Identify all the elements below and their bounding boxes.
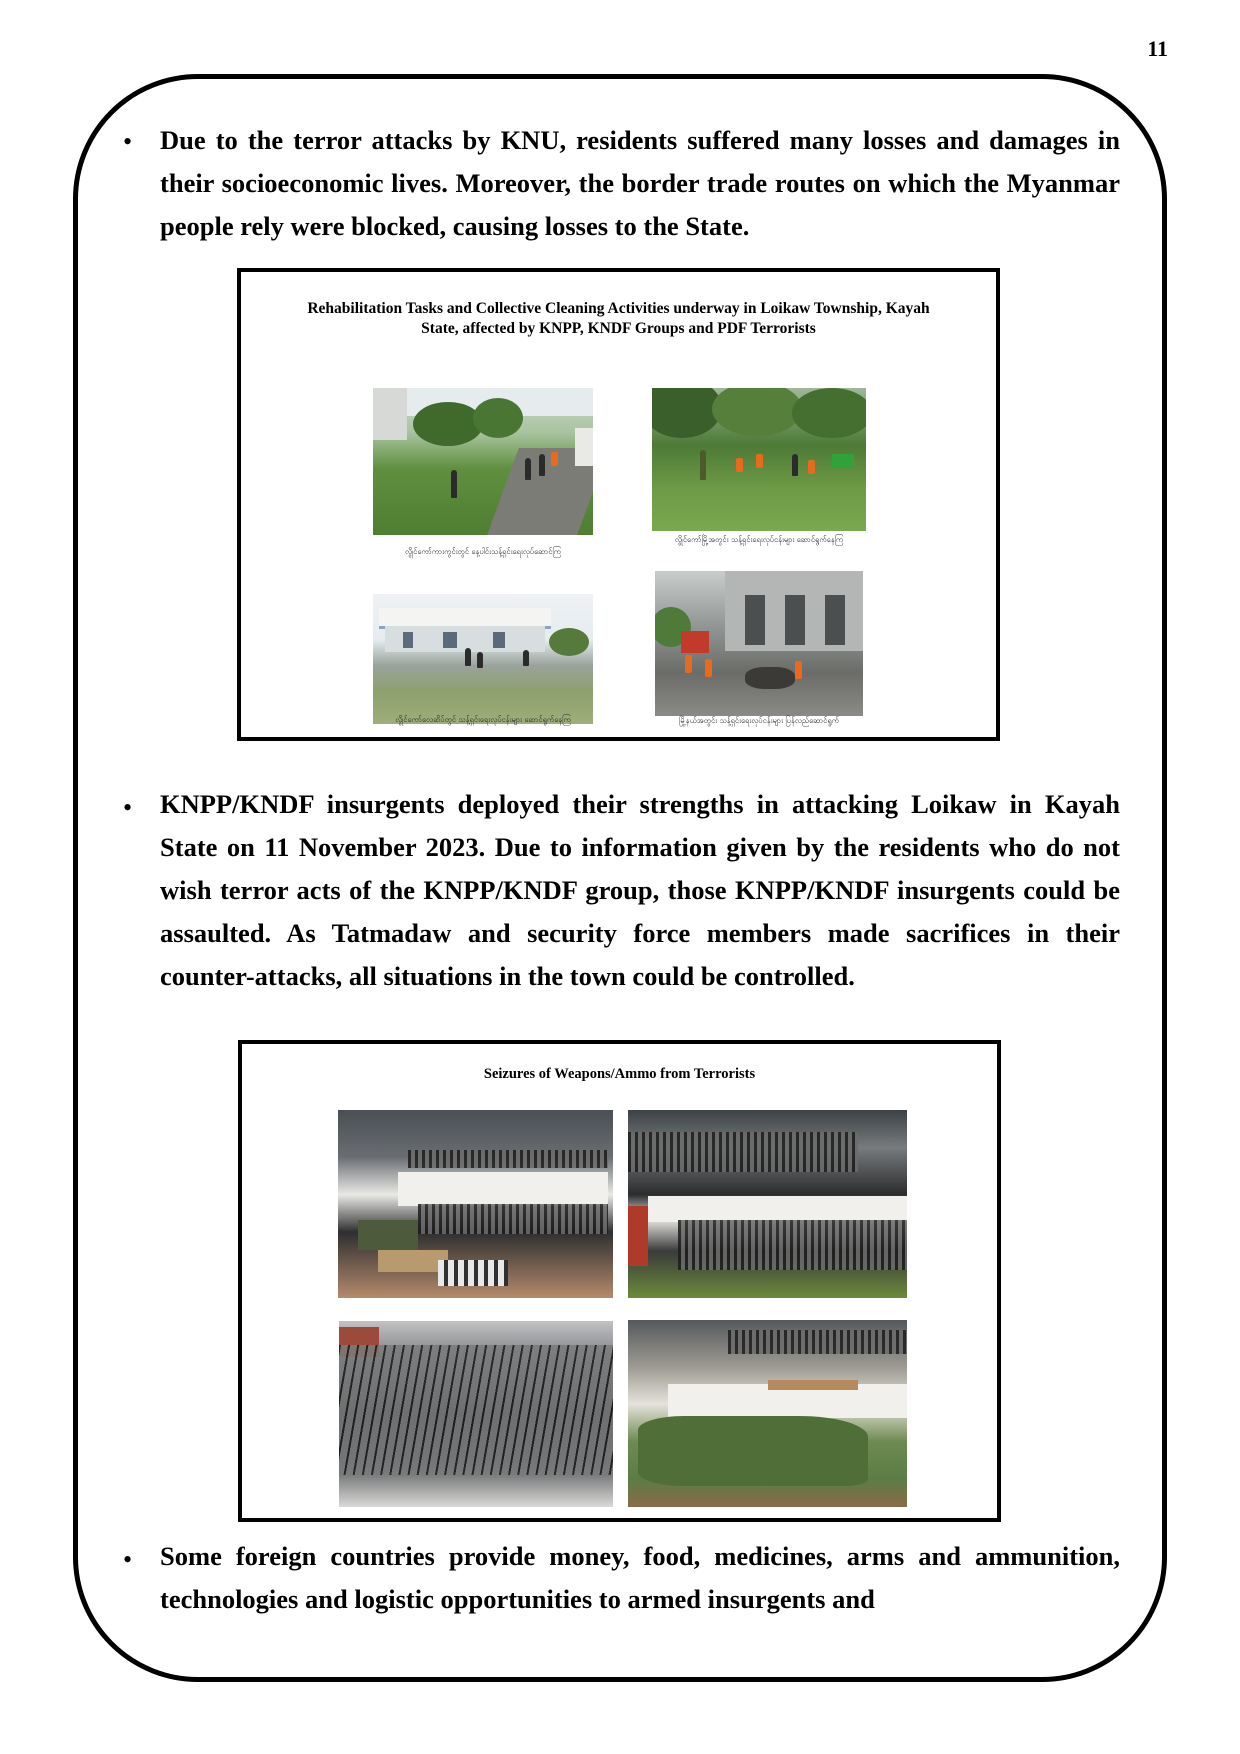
page-number: 11 bbox=[1147, 36, 1168, 61]
photo-cleaning-airport bbox=[373, 594, 593, 724]
figure-rehabilitation-title-line-2: State, affected by KNPP, KNDF Groups and PDF Terrorists bbox=[421, 320, 816, 337]
bullet-2: • bbox=[123, 793, 133, 822]
photo-weapons-vests bbox=[628, 1320, 907, 1507]
photo-weapons-hall-1 bbox=[338, 1110, 613, 1298]
paragraph-1: Due to the terror attacks by KNU, residents suffered many losses and damages in their socioeconomic lives. Moreover, the border trade routes on which the Myanmar people rely were blocked, causing losses to the State. bbox=[160, 125, 1120, 241]
photo-cleaning-street bbox=[655, 571, 863, 716]
photo-caption-2: လွိုင်ကော်မြို့အတွင်း သန့်ရှင်းရေးလုပ်ငန်းများ ဆောင်ရွက်နေကြ bbox=[674, 535, 844, 544]
photo-weapons-rifles bbox=[339, 1321, 613, 1507]
figure-rehabilitation-title-line-1: Rehabilitation Tasks and Collective Cleaning Activities underway in Loikaw Township, Kayah bbox=[307, 300, 930, 317]
paragraph-3: Some foreign countries provide money, food, medicines, arms and ammunition, technologies and logistic opportunities to armed insurgents and bbox=[160, 1541, 1120, 1614]
photo-caption-4: မြို့နယ်အတွင်း သန့်ရှင်းရေးလုပ်ငန်းများ ပြန်လည်ဆောင်ရွက် bbox=[678, 716, 839, 725]
photo-weapons-hall-2 bbox=[628, 1110, 907, 1298]
figure-weapons-seizure bbox=[238, 1040, 1001, 1522]
photo-caption-3: လွိုင်ကော်လေဆိပ်တွင် သန့်ရှင်းရေးလုပ်ငန်းများ ဆောင်ရွက်နေကြ bbox=[395, 715, 571, 724]
photo-cleaning-park bbox=[652, 388, 866, 531]
figure-weapons-seizure-title: Seizures of Weapons/Ammo from Terrorists bbox=[483, 1066, 756, 1082]
figure-rehabilitation bbox=[237, 268, 1000, 741]
bullet-3: • bbox=[123, 1545, 133, 1574]
photo-caption-1: လွိုင်ကော်ကားကွင်းတွင် နေ့ပါင်းသန့်ရှင်းရေးလုပ်ဆောင်ကြ bbox=[405, 547, 561, 556]
bullet-1: • bbox=[123, 127, 133, 156]
paragraph-2: KNPP/KNDF insurgents deployed their strengths in attacking Loikaw in Kayah State on 11 November 2023. Due to information given by the residents who do not wish terror acts of the KNPP/KNDF group, those KNPP/KNDF insurgents could be assaulted. As Tatmadaw and security force members made sacrifices in their counter-attacks, all situations in the town could be controlled. bbox=[160, 789, 1120, 991]
photo-cleaning-roadside bbox=[373, 388, 593, 535]
